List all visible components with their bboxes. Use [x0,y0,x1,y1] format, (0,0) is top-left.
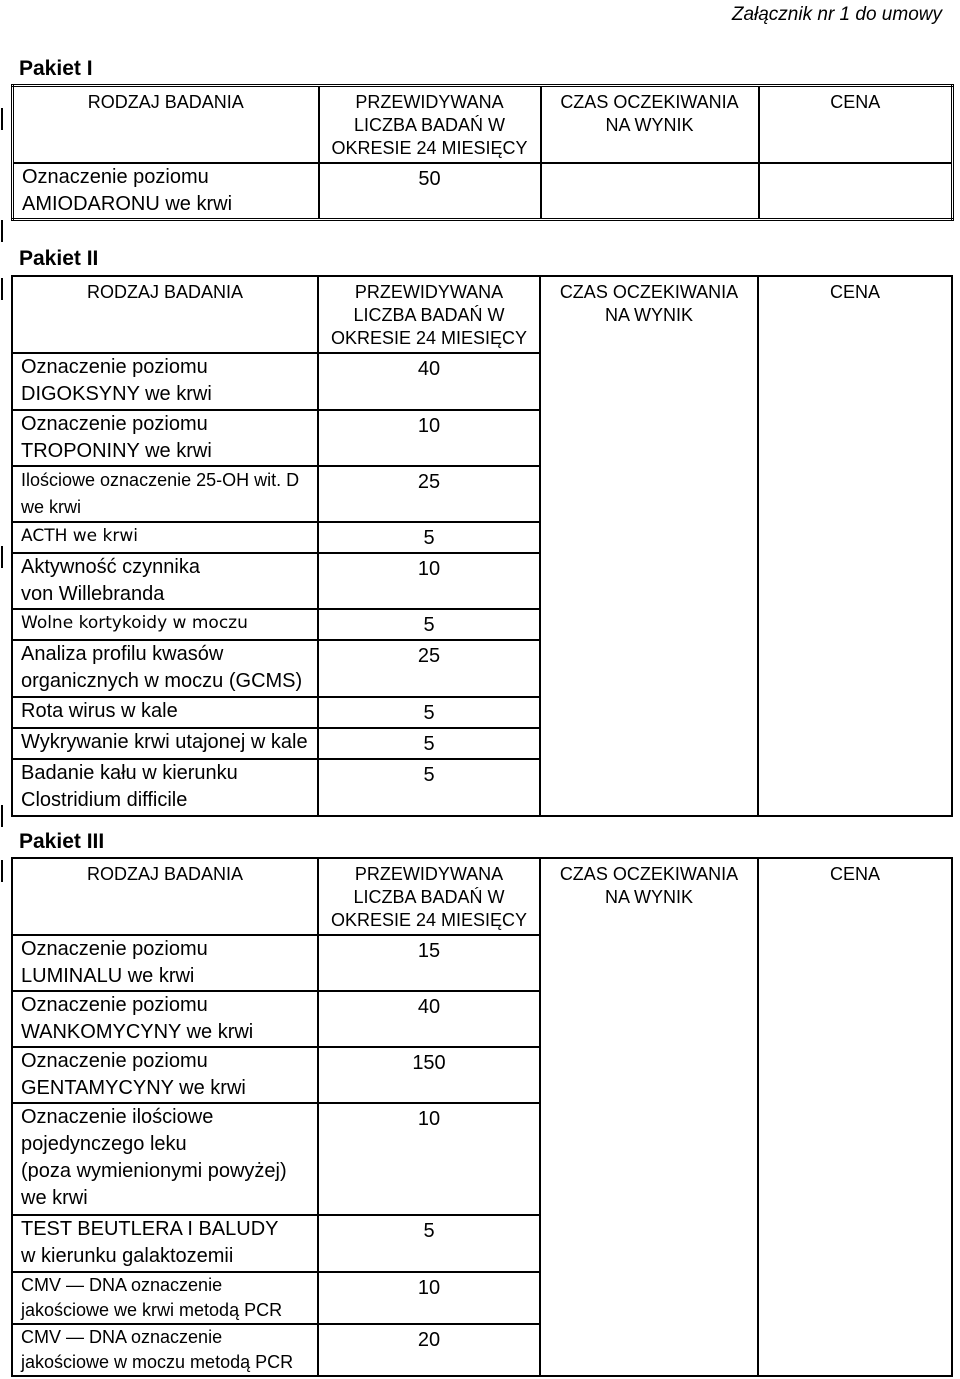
margin-bar [1,108,3,130]
test-count: 5 [318,609,540,640]
test-name: Aktywność czynnika von Willebranda [12,553,318,609]
header-count: PRZEWIDYWANA LICZBA BADAŃ W OKRESIE 24 MIESIĘCY [318,858,540,935]
pakiet-title: Pakiet II [19,247,99,270]
test-name: Wykrywanie krwi utajonej w kale [12,728,318,759]
wait-cell [541,163,759,220]
test-name: Oznaczenie poziomu LUMINALU we krwi [12,935,318,991]
header-price: CENA [759,86,953,164]
test-name: Ilościowe oznaczenie 25-OH wit. D we krwi [12,466,318,522]
test-count: 5 [318,728,540,759]
test-count: 10 [318,410,540,466]
pakiet-table [11,275,953,817]
annex-label: Załącznik nr 1 do umowy [731,4,942,25]
header-row [12,276,952,353]
table-row [13,163,953,220]
test-name: Wolne kortykoidy w moczu [12,609,318,640]
margin-bar [1,805,3,827]
test-name: Oznaczenie poziomu DIGOKSYNY we krwi [12,353,318,410]
test-name: Oznaczenie poziomu GENTAMYCYNY we krwi [12,1047,318,1103]
margin-bar [1,546,3,568]
test-name: Oznaczenie poziomu WANKOMYCYNY we krwi [12,991,318,1047]
header-row [12,858,952,935]
test-name: TEST BEUTLERA I BALUDY w kierunku galaktozemii [12,1215,318,1272]
test-name: Oznaczenie ilościowe pojedynczego leku (poza wymienionymi powyżej) we krwi [12,1103,318,1215]
test-count: 5 [318,697,540,728]
header-row [13,86,953,164]
test-count: 15 [318,935,540,991]
header-wait: CZAS OCZEKIWANIA NA WYNIK [541,86,759,164]
test-name: Oznaczenie poziomu AMIODARONU we krwi [13,163,319,220]
test-count: 20 [318,1324,540,1376]
test-name: Badanie kału w kierunku Clostridium difficile [12,759,318,816]
header-wait: CZAS OCZEKIWANIA NA WYNIK [540,276,758,816]
test-count: 150 [318,1047,540,1103]
header-type: RODZAJ BADANIA [12,858,318,935]
margin-bar [1,860,3,882]
header-price: CENA [758,276,952,816]
test-name: Analiza profilu kwasów organicznych w moczu (GCMS) [12,640,318,697]
pakiet-table [11,857,953,1377]
test-count: 10 [318,1272,540,1324]
test-name: CMV — DNA oznaczenie jakościowe we krwi metodą PCR [12,1272,318,1324]
header-type: RODZAJ BADANIA [12,276,318,353]
header-price: CENA [758,858,952,1376]
test-count: 10 [318,553,540,609]
test-count: 40 [318,991,540,1047]
test-name: Rota wirus w kale [12,697,318,728]
header-type: RODZAJ BADANIA [13,86,319,164]
test-name: ACTH we krwi [12,522,318,553]
test-count: 50 [319,163,541,220]
pakiet-table [11,84,954,221]
test-count: 25 [318,640,540,697]
test-count: 5 [318,1215,540,1272]
margin-bar [1,278,3,300]
test-count: 25 [318,466,540,522]
header-wait: CZAS OCZEKIWANIA NA WYNIK [540,858,758,1376]
pakiet-title: Pakiet I [19,57,93,80]
header-count: PRZEWIDYWANA LICZBA BADAŃ W OKRESIE 24 MIESIĘCY [318,276,540,353]
margin-bar [1,220,3,242]
test-count: 40 [318,353,540,410]
test-name: Oznaczenie poziomu TROPONINY we krwi [12,410,318,466]
header-count: PRZEWIDYWANA LICZBA BADAŃ W OKRESIE 24 MIESIĘCY [319,86,541,164]
test-count: 5 [318,759,540,816]
test-count: 10 [318,1103,540,1215]
price-cell [759,163,953,220]
test-count: 5 [318,522,540,553]
pakiet-title: Pakiet III [19,830,105,853]
test-name: CMV — DNA oznaczenie jakościowe w moczu metodą PCR [12,1324,318,1376]
